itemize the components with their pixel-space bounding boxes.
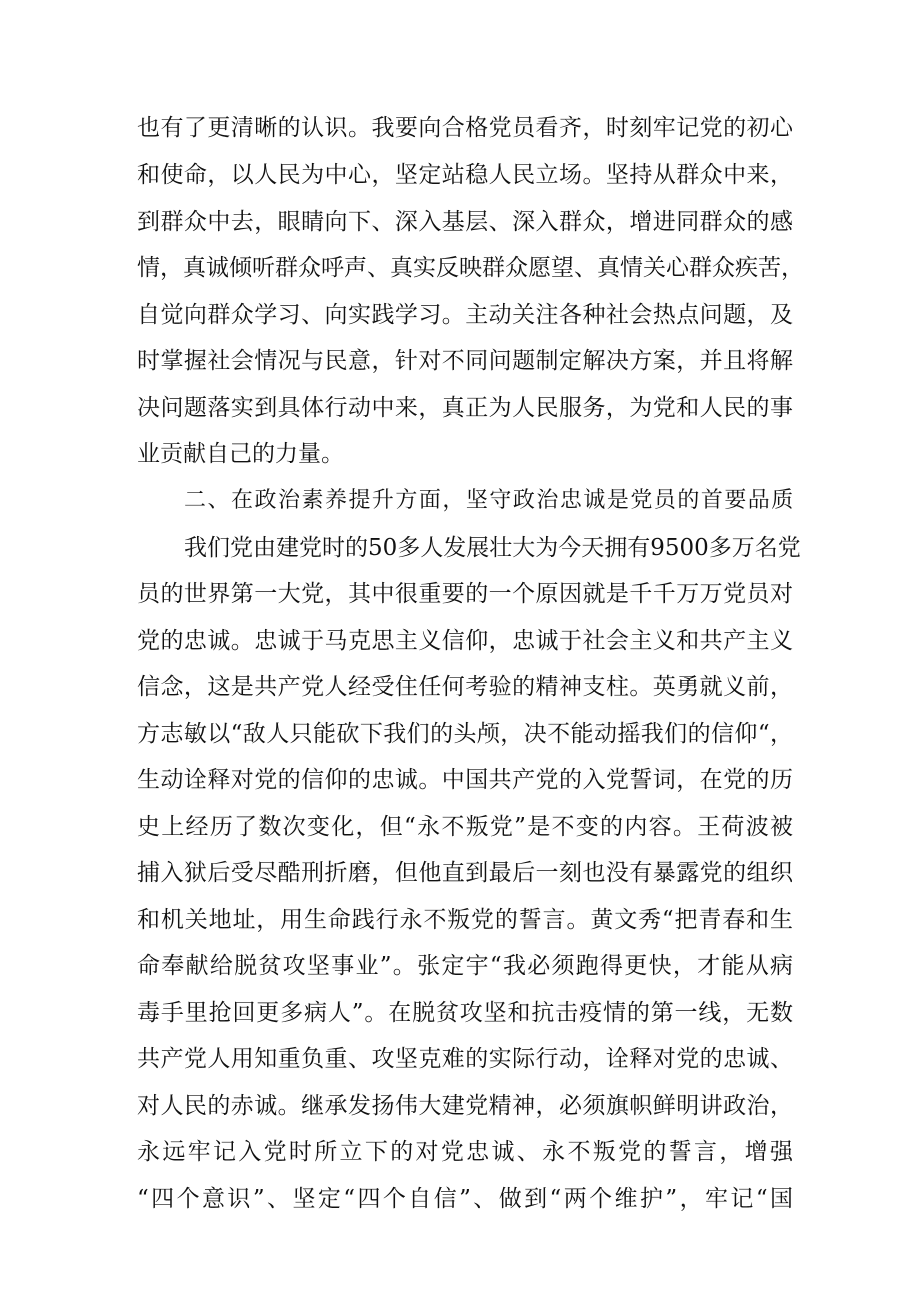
paragraph-line: 党的忠诚。忠诚于马克思主义信仰，忠诚于社会主义和共产主义 [137,628,793,654]
paragraph-line: 时掌握社会情况与民意，针对不同问题制定解决方案，并且将解 [137,348,793,374]
paragraph-line: 员的世界第一大党，其中很重要的一个原因就是千千万万党员对 [137,581,793,607]
paragraph-line: “四个意识”、坚定“四个自信”、做到“两个维护”，牢记“国 [137,1186,793,1212]
paragraph-line: 决问题落实到具体行动中来，真正为人民服务，为党和人民的事 [137,395,793,421]
paragraph-line: 生动诠释对党的信仰的忠诚。中国共产党的入党誓词，在党的历 [137,767,793,793]
paragraph-line: 我们党由建党时的50多人发展壮大为今天拥有9500多万名党 [184,535,801,561]
paragraph-line: 到群众中去，眼睛向下、深入基层、深入群众，增进同群众的感 [137,209,793,235]
paragraph-line: 和机关地址，用生命践行永不叛党的誓言。黄文秀“把青春和生 [137,907,793,933]
paragraph-line: 对人民的赤诚。继承发扬伟大建党精神，必须旗帜鲜明讲政治， [137,1093,793,1119]
paragraph-line: 捕入狱后受尽酷刑折磨，但他直到最后一刻也没有暴露党的组织 [137,860,793,886]
paragraph-line: 自觉向群众学习、向实践学习。主动关注各种社会热点问题，及 [137,302,793,328]
paragraph-line: 方志敏以“敌人只能砍下我们的头颅，决不能动摇我们的信仰“， [137,721,793,747]
paragraph-line: 史上经历了数次变化，但“永不叛党”是不变的内容。王荷波被 [137,814,793,840]
paragraph-line: 命奉献给脱贫攻坚事业”。张定宇“我必须跑得更快，才能从病 [137,953,793,979]
paragraph-line: 共产党人用知重负重、攻坚克难的实际行动，诠释对党的忠诚、 [137,1046,793,1072]
paragraph-line: 毒手里抢回更多病人”。在脱贫攻坚和抗击疫情的第一线，无数 [137,1000,793,1026]
paragraph-line: 也有了更清晰的认识。我要向合格党员看齐，时刻牢记党的初心 [137,115,793,141]
paragraph-line: 信念，这是共产党人经受住任何考验的精神支柱。英勇就义前， [137,674,793,700]
paragraph-line: 永远牢记入党时所立下的对党忠诚、永不叛党的誓言，增强 [137,1139,793,1165]
paragraph-line: 情，真诚倾听群众呼声、真实反映群众愿望、真情关心群众疾苦， [137,255,804,281]
section-heading: 二、在政治素养提升方面，坚守政治忠诚是党员的首要品质 [184,488,793,513]
paragraph-line: 和使命，以人民为中心，坚定站稳人民立场。坚持从群众中来， [137,162,793,188]
paragraph-line: 业贡献自己的力量。 [137,441,344,467]
